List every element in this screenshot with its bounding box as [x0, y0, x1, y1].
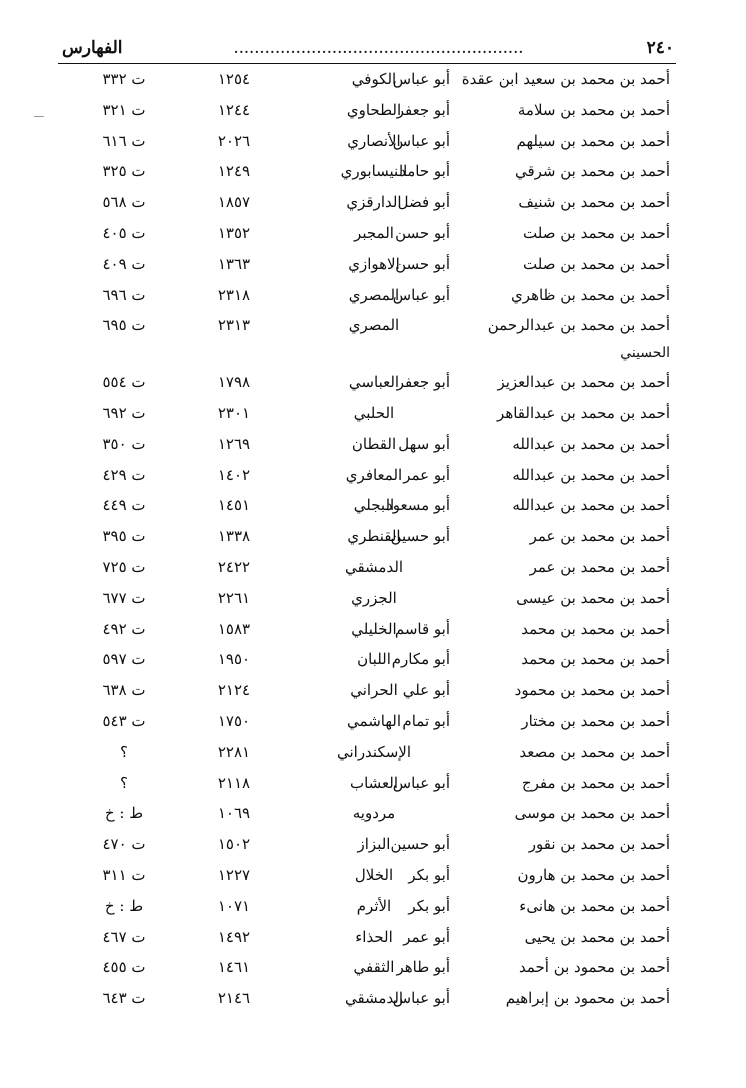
entry-name: الحسيني	[620, 345, 670, 362]
entry-reference: ط : خ	[104, 896, 144, 915]
entry-reference: ت ٤٢٩	[102, 465, 146, 484]
entry-number: ١٧٥٠	[217, 712, 251, 730]
entry-number: ٢١١٨	[217, 773, 251, 792]
index-row	[0, 367, 746, 397]
index-row	[0, 249, 746, 279]
entry-number: ٢١٢٤	[217, 681, 251, 700]
entry-kunya: أبو بكر	[408, 866, 450, 884]
index-row	[0, 187, 746, 217]
entry-nisba: الدمشقي	[344, 989, 404, 1008]
index-row	[0, 490, 746, 520]
entry-nisba: العشاب	[349, 773, 399, 792]
entry-kunya: أبو عباس	[392, 773, 450, 792]
entry-name: أحمد بن محمود بن أحمد	[518, 958, 670, 977]
index-row	[0, 922, 746, 952]
entry-number: ١٥٠٢	[217, 835, 251, 854]
entry-name: أحمد بن محمد بن شنيف	[518, 193, 670, 212]
index-row	[0, 829, 746, 859]
entry-number: ١٤٦١	[217, 958, 251, 977]
entry-number: ١٩٥٠	[217, 650, 251, 669]
entry-reference: ت ٤٠٩	[102, 254, 146, 273]
entry-number: ٢٣١٣	[217, 316, 251, 335]
entry-name: أحمد بن محمد بن صلت	[523, 224, 670, 242]
index-row	[0, 310, 746, 340]
index-row	[0, 983, 746, 1013]
entry-kunya: أبو فضل	[397, 193, 450, 212]
entry-name: أحمد بن محمد بن موسى	[514, 804, 670, 823]
entry-nisba: الهاشمي	[347, 712, 401, 730]
entry-reference: ؟	[120, 773, 128, 792]
index-row	[0, 737, 746, 767]
entry-kunya: أبو حسن	[395, 224, 450, 242]
entry-kunya: أبو عباس	[392, 70, 450, 88]
entry-reference: ت ٦١٦	[102, 131, 146, 150]
entry-name: أحمد بن محمد بن عبدالله	[512, 496, 670, 515]
entry-nisba: البزاز	[357, 835, 391, 854]
page-number: ٢٤٠	[646, 38, 674, 58]
index-row-continuation	[0, 341, 746, 365]
entry-reference: ط : خ	[104, 804, 144, 823]
entry-nisba: الخليلي	[351, 619, 397, 638]
entry-nisba: الكوفي	[351, 70, 397, 88]
entry-number: ٢٣٠١	[217, 404, 251, 422]
index-row	[0, 952, 746, 982]
index-row	[0, 706, 746, 736]
index-row	[0, 156, 746, 186]
entry-nisba: الإسكندراني	[336, 742, 412, 761]
entry-name: أحمد بن محمد بن هارون	[517, 866, 670, 884]
entry-nisba: الأثرم	[356, 896, 392, 915]
entry-number: ١٤٥١	[217, 496, 251, 515]
entry-name: أحمد بن محمد بن ظاهري	[511, 285, 670, 304]
entry-nisba: المصري	[348, 285, 400, 304]
entry-kunya: أبو عباس	[392, 989, 450, 1008]
index-row	[0, 583, 746, 613]
entry-nisba: المعافري	[345, 465, 403, 484]
index-row	[0, 768, 746, 798]
entry-number: ١٣٣٨	[217, 527, 251, 546]
entry-name: أحمد بن محمد بن سعيد ابن عقدة	[461, 70, 670, 88]
index-row	[0, 521, 746, 551]
index-row	[0, 891, 746, 921]
entry-nisba: القنطري	[347, 527, 401, 546]
entry-kunya: أبو حامد	[399, 162, 450, 181]
entry-name: أحمد بن محمد بن سلامة	[517, 100, 670, 119]
entry-reference: ت ٥٩٧	[102, 650, 146, 669]
entry-nisba: المجبر	[354, 224, 394, 242]
index-row	[0, 860, 746, 890]
entry-reference: ت ٤٤٩	[102, 496, 146, 515]
entry-name: أحمد بن محمد بن شرقي	[514, 162, 670, 181]
entry-kunya: أبو عباس	[392, 131, 450, 150]
entry-name: أحمد بن محمد بن سيلهم	[516, 131, 670, 150]
entry-number: ٢٠٢٦	[217, 131, 251, 150]
entry-name: أحمد بن محمد بن عبدالعزيز	[497, 373, 670, 392]
entry-nisba: الدارقزي	[346, 193, 402, 212]
entry-name: أحمد بن محمود بن إبراهيم	[505, 989, 670, 1008]
entry-reference: ت ٤٧٠	[102, 835, 146, 854]
entry-name: أحمد بن محمد بن عيسى	[516, 588, 670, 607]
entry-reference: ت ٧٢٥	[102, 558, 146, 576]
entry-nisba: الثقفي	[353, 958, 395, 977]
entry-nisba: العباسي	[348, 373, 400, 392]
entry-reference: ت ٦٧٧	[102, 588, 146, 607]
entry-nisba: النيسابوري	[340, 162, 408, 181]
index-row	[0, 280, 746, 310]
index-row	[0, 644, 746, 674]
entry-number: ١٠٧١	[217, 896, 251, 915]
entry-number: ٢١٤٦	[217, 989, 251, 1008]
entry-reference: ت ٣٢١	[102, 100, 146, 119]
entry-reference: ت ٥٤٣	[102, 712, 146, 730]
entry-kunya: أبو قاسم	[394, 619, 450, 638]
entry-name: أحمد بن محمد بن عبدالقاهر	[497, 404, 670, 422]
entry-nisba: القطان	[351, 434, 397, 453]
entry-kunya: أبو حسين	[390, 527, 450, 546]
entry-number: ١٥٨٣	[217, 619, 251, 638]
entry-name: أحمد بن محمد بن عبدالله	[512, 434, 670, 453]
entry-number: ١٣٥٢	[217, 224, 251, 242]
entry-number: ٢٢٨١	[217, 742, 251, 761]
entry-name: أحمد بن محمد بن مفرج	[521, 773, 670, 792]
entry-number: ١٢٥٤	[217, 70, 251, 88]
entry-name: أحمد بن محمد بن عمر	[529, 558, 670, 576]
index-row	[0, 64, 746, 94]
entry-number: ١٢٢٧	[217, 866, 251, 884]
entry-reference: ؟	[120, 742, 128, 761]
page-header	[62, 38, 674, 64]
running-title: الفهارس	[62, 38, 123, 58]
index-row	[0, 552, 746, 582]
entry-number: ١٢٤٩	[217, 162, 251, 181]
entry-reference: ت ٣٢٥	[102, 162, 146, 181]
entry-nisba: الأنصاري	[347, 131, 401, 150]
entry-number: ١٧٩٨	[217, 373, 251, 392]
entry-name: أحمد بن محمد بن عبدالله	[512, 465, 670, 484]
header-dot-leader: ........................................................	[234, 42, 524, 56]
entry-reference: ت ٥٦٨	[102, 193, 146, 212]
entry-nisba: مردويه	[352, 804, 396, 823]
entry-number: ٢٢٦١	[217, 588, 251, 607]
entry-name: أحمد بن محمد بن عمر	[529, 527, 670, 546]
entry-nisba: الخلال	[354, 866, 394, 884]
entry-reference: ت ٦٣٨	[102, 681, 146, 700]
entry-kunya: أبو سهل	[398, 434, 450, 453]
entry-kunya: أبو تمام	[402, 712, 450, 730]
entry-name: أحمد بن محمد بن محمد	[521, 619, 670, 638]
entry-nisba: المصري	[348, 316, 400, 335]
entry-reference: ت ٤٥٥	[102, 958, 146, 977]
entry-nisba: الحراني	[350, 681, 398, 700]
entry-number: ١٢٤٤	[217, 100, 251, 119]
index-row	[0, 218, 746, 248]
entry-kunya: أبو جعفر	[396, 100, 450, 119]
entry-name: أحمد بن محمد بن مختار	[521, 712, 670, 730]
entry-name: أحمد بن محمد بن عبدالرحمن	[487, 316, 670, 335]
index-row	[0, 398, 746, 428]
entry-kunya: أبو طاهر	[396, 958, 450, 977]
entry-reference: ت ٦٩٥	[102, 316, 146, 335]
entry-reference: ت ٤٩٢	[102, 619, 146, 638]
entry-name: أحمد بن محمد بن مصعد	[519, 742, 670, 761]
entry-reference: ت ٣١١	[102, 866, 146, 884]
entry-reference: ت ٤٦٧	[102, 927, 146, 946]
entry-nisba: الدمشقي	[344, 558, 404, 576]
entry-number: ١٤٩٢	[217, 927, 251, 946]
entry-reference: ت ٣٩٥	[102, 527, 146, 546]
index-row	[0, 429, 746, 459]
entry-kunya: أبو حسين	[390, 835, 450, 854]
entry-nisba: الاهوازي	[348, 254, 400, 273]
entry-kunya: أبو مسعود	[386, 496, 450, 515]
entry-nisba: الحذاء	[355, 927, 393, 946]
entry-number: ١٣٦٣	[217, 254, 251, 273]
entry-kunya: أبو مكارم	[391, 650, 450, 669]
entry-kunya: أبو عمر	[403, 927, 450, 946]
entry-kunya: أبو عمر	[403, 465, 450, 484]
entry-reference: ت ٣٥٠	[102, 434, 146, 453]
entry-nisba: الطحاوي	[346, 100, 402, 119]
entry-nisba: الحلبي	[353, 404, 395, 422]
index-row	[0, 95, 746, 125]
entry-reference: ت ٥٥٤	[102, 373, 146, 392]
entry-number: ١٨٥٧	[217, 193, 251, 212]
entry-reference: ت ٦٩٢	[102, 404, 146, 422]
entry-kunya: أبو جعفر	[396, 373, 450, 392]
entry-name: أحمد بن محمد بن محمود	[514, 681, 670, 700]
index-row	[0, 675, 746, 705]
entry-nisba: الجزري	[351, 588, 397, 607]
index-row	[0, 126, 746, 156]
entry-kunya: أبو حسن	[395, 254, 450, 273]
entry-number: ١٠٦٩	[217, 804, 251, 823]
entry-number: ١٢٦٩	[217, 434, 251, 453]
entry-kunya: أبو عباس	[392, 285, 450, 304]
entry-reference: ت ٣٣٢	[102, 70, 146, 88]
entry-name: أحمد بن محمد بن يحيى	[524, 927, 670, 946]
entry-nisba: البجلي	[353, 496, 395, 515]
entry-kunya: أبو علي	[402, 681, 450, 700]
entry-name: أحمد بن محمد بن محمد	[521, 650, 670, 669]
entry-reference: ت ٦٤٣	[102, 989, 146, 1008]
entry-number: ٢٤٢٢	[217, 558, 251, 576]
entry-name: أحمد بن محمد بن هانىء	[519, 896, 670, 915]
entry-kunya: أبو بكر	[408, 896, 450, 915]
entry-reference: ت ٤٠٥	[102, 224, 146, 242]
entry-name: أحمد بن محمد بن نقور	[528, 835, 670, 854]
index-row	[0, 460, 746, 490]
entry-reference: ت ٦٩٦	[102, 285, 146, 304]
entry-number: ٢٣١٨	[217, 285, 251, 304]
index-row	[0, 614, 746, 644]
entry-name: أحمد بن محمد بن صلت	[523, 254, 670, 273]
entry-number: ١٤٠٢	[217, 465, 251, 484]
entry-nisba: اللبان	[357, 650, 391, 669]
index-row	[0, 798, 746, 828]
